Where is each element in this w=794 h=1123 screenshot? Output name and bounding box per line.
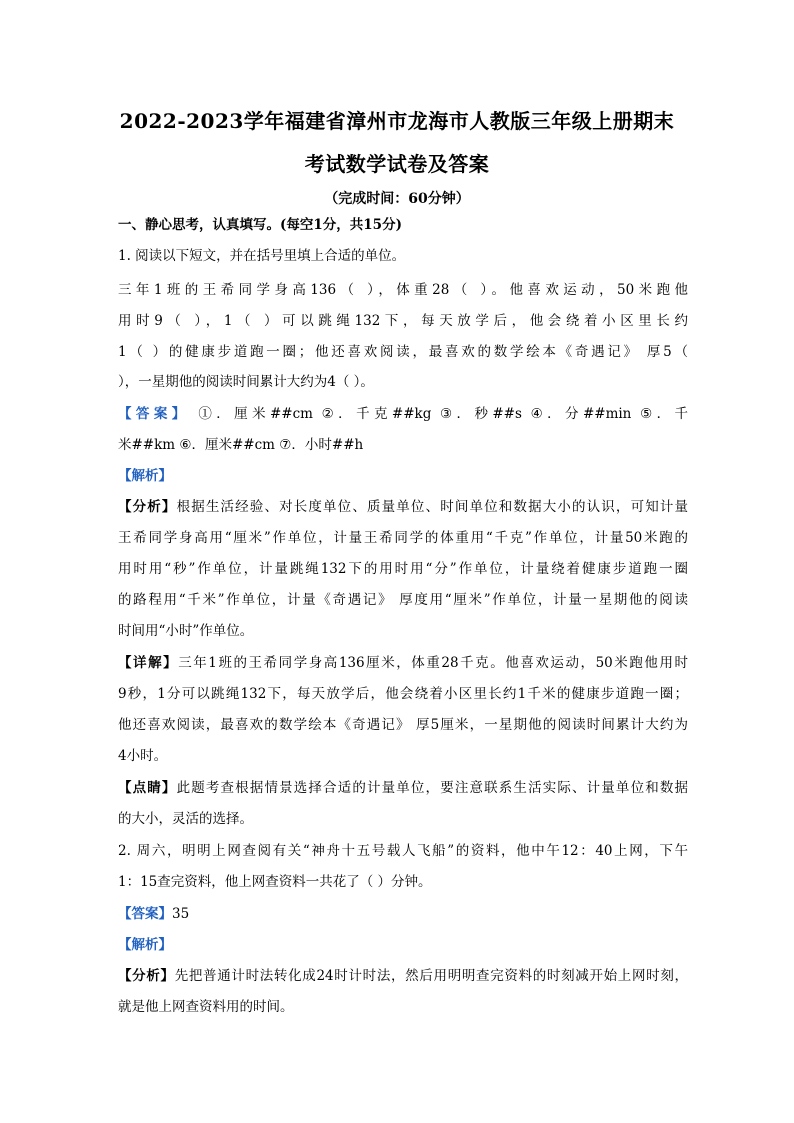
q1-fenxi-row <box>118 497 688 517</box>
time-note: （完成时间：60分钟） <box>324 191 470 207</box>
q2-fenxi-text: 先把普通计时法转化成24时计时法，然后用明明查完资料的时刻减开始上网时刻， <box>174 968 688 984</box>
dianjing-tag: 【点睛】 <box>118 780 177 796</box>
q1-fenxi-line: 王希同学身高用“厘米”作单位，计量王希同学的体重用“千克”作单位，计量50米跑的 <box>118 530 688 546</box>
q1-fenxi-line: 的路程用“千米”作单位，计量《奇遇记》 厚度用“厘米”作单位，计量一星期他的阅读 <box>118 592 688 608</box>
fenxi-tag: 【分析】 <box>118 499 177 515</box>
q1-dianjing-row <box>118 778 688 798</box>
q1-stem: 1. 阅读以下短文，并在括号里填上合适的单位。 <box>118 248 406 264</box>
q1-answer-text: ①．厘米##cm ②．千克##kg ③．秒##s ④．分##min ⑤．千 <box>189 406 688 422</box>
q1-xiangjie-line: 4小时。 <box>118 748 168 764</box>
q2-stem-cont: 1：15查完资料，他上网查资料一共花了（ ）分钟。 <box>118 874 432 890</box>
q2-fenxi-row <box>118 966 688 986</box>
doc-title-line2: 考试数学试卷及答案 <box>304 152 490 176</box>
q1-answer-cont: 米##km ⑥．厘米##cm ⑦．小时##h <box>118 437 364 453</box>
doc-title-line1: 2022-2023学年福建省漳州市龙海市人教版三年级上册期末 <box>119 109 675 133</box>
q2-jiexi-tag <box>118 935 688 955</box>
xiangjie-tag: 【详解】 <box>118 655 179 671</box>
q1-xiangjie-line: 9秒，1分可以跳绳132下，每天放学后，他会绕着小区里长约1千米的健康步道跑一圈； <box>118 686 688 702</box>
q1-dianjing-line: 的大小，灵活的选择。 <box>118 811 253 827</box>
q1-dianjing-text: 此题考查根据情景选择合适的计量单位，要注意联系生活实际、计量单位和数据 <box>176 780 688 796</box>
q2-fenxi-line: 就是他上网查资料用的时间。 <box>118 999 294 1015</box>
q1-passage-line: 用时9（ ），1（ ）可以跳绳132下，每天放学后，他会绕着小区里长约 <box>118 313 688 329</box>
q2-answer-row <box>118 904 688 924</box>
q2-answer-text: 35 <box>172 906 190 922</box>
q1-fenxi-line: 用时用“秒”作单位，计量跳绳132下的用时用“分”作单位，计量绕着健康步道跑一圈 <box>118 561 688 577</box>
q1-xiangjie-text: 三年1班的王希同学身高136厘米，体重28千克。他喜欢运动，50米跑他用时 <box>178 655 688 671</box>
answer-tag: 【答案】 <box>118 406 190 422</box>
q1-passage-line: 1（ ）的健康步道跑一圈；他还喜欢阅读，最喜欢的数学绘本《奇遇记》 厚5（ <box>118 344 688 360</box>
q1-passage-line: ），一星期他的阅读时间累计大约为4（ ）。 <box>118 374 374 390</box>
answer-tag: 【答案】 <box>118 906 172 922</box>
q1-xiangjie-line: 他还喜欢阅读，最喜欢的数学绘本《奇遇记》 厚5厘米，一星期他的阅读时间累计大约为 <box>118 717 688 733</box>
jiexi-tag: 【解析】 <box>118 937 172 953</box>
fenxi-tag: 【分析】 <box>118 968 175 984</box>
q1-fenxi-text: 根据生活经验、对长度单位、质量单位、时间单位和数据大小的认识，可知计量 <box>176 499 688 515</box>
q2-stem: 2. 周六，明明上网查阅有关“神舟十五号载人飞船”的资料，他中午12：40上网，下午 <box>118 843 688 859</box>
q1-xiangjie-row <box>118 653 688 673</box>
q1-answer-row <box>118 404 688 424</box>
q1-passage-line: 三年1班的王希同学身高136（ ），体重28（ ）。他喜欢运动，50米跑他 <box>118 282 688 298</box>
jiexi-tag: 【解析】 <box>118 468 172 484</box>
q1-fenxi-line: 时间用“小时”作单位。 <box>118 623 254 639</box>
q1-jiexi-tag <box>118 466 688 486</box>
section1-heading: 一、静心思考，认真填写。(每空1分，共15分) <box>118 217 402 233</box>
